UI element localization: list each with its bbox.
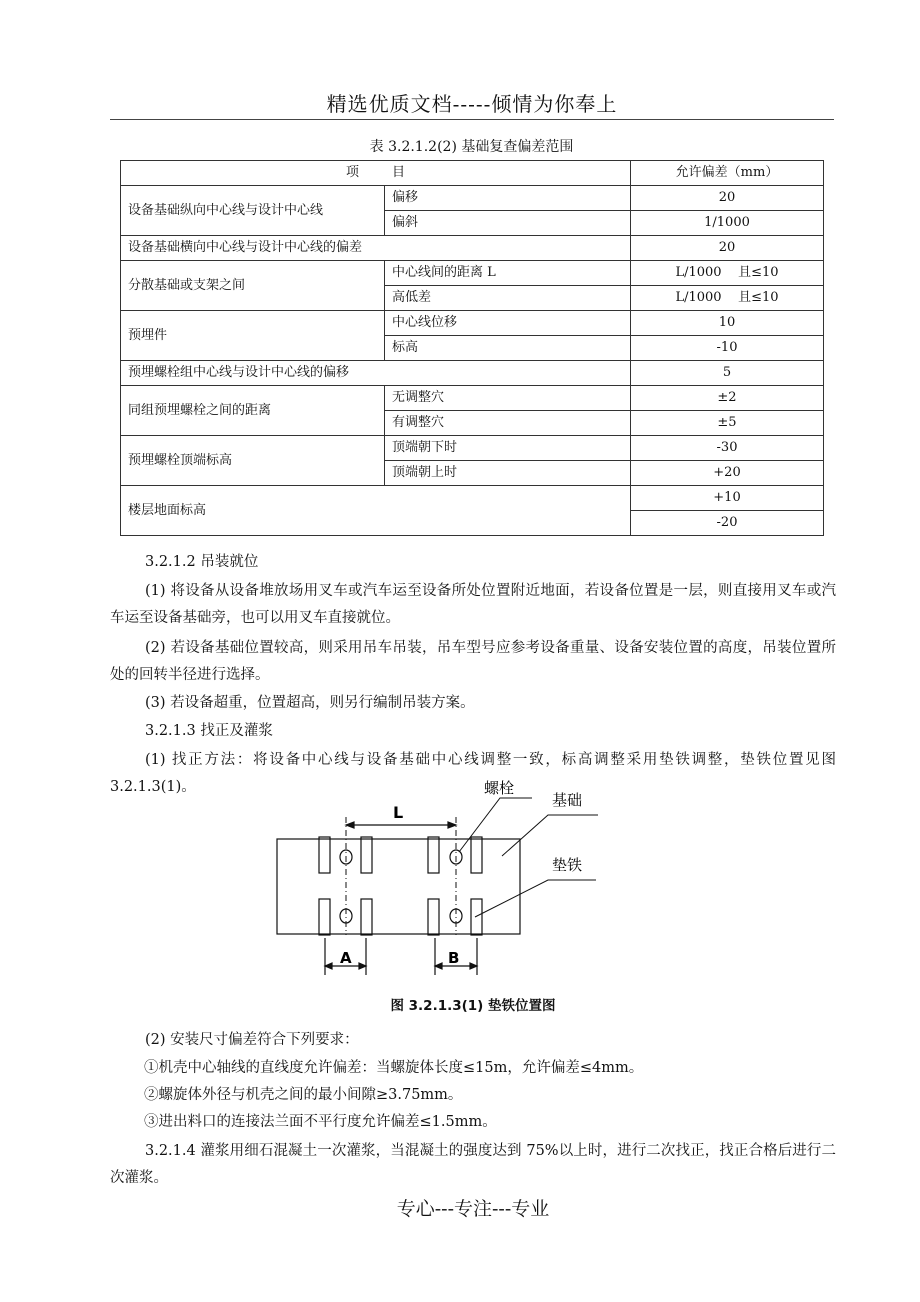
shim-block (428, 899, 439, 935)
shim-block (428, 837, 439, 873)
row-value: -30 (631, 436, 824, 461)
row-item: 楼层地面标高 (121, 486, 631, 536)
row-item: 设备基础纵向中心线与设计中心线 (121, 186, 385, 236)
requirement-item: ③进出料口的连接法兰面不平行度允许偏差≤1.5mm。 (144, 1114, 497, 1130)
row-value: -10 (631, 336, 824, 361)
section-heading-lift: 3.2.1.2 吊装就位 (145, 554, 259, 570)
requirements-intro: (2) 安装尺寸偏差符合下列要求： (145, 1032, 359, 1048)
shim-block (319, 899, 330, 935)
shim-block (361, 899, 372, 935)
lift-paragraph-2: (2) 若设备基础位置较高，则采用吊车吊装，吊车型号应参考设备重量、设备安装位置的高度，吊装位置所处的回转半径进行选择。 (110, 640, 836, 683)
arrowhead (359, 963, 366, 969)
table-row (121, 186, 824, 211)
row-item: 同组预埋螺栓之间的距离 (121, 386, 385, 436)
row-value: 20 (631, 186, 824, 211)
row-subitem: 中心线间的距离 L (385, 261, 631, 286)
table-row (121, 386, 824, 411)
align-paragraph-1: (1) 找正方法：将设备中心线与设备基础中心线调整一致，标高调整采用垫铁调整，垫铁位置见图3.2.1.3(1)。 (110, 752, 836, 795)
figure-caption: 图 3.2.1.3(1) 垫铁位置图 (390, 998, 556, 1014)
row-subitem: 偏移 (385, 186, 631, 211)
shim-block (319, 837, 330, 873)
row-value: 1/1000 (631, 211, 824, 236)
row-subitem: 中心线位移 (385, 311, 631, 336)
leader-shim (475, 880, 596, 917)
label-bolt: 螺栓 (484, 779, 515, 797)
label-b: B (448, 949, 460, 967)
row-subitem: 顶端朝上时 (385, 461, 631, 486)
page-footer: 专心---专注---专业 (396, 1198, 550, 1220)
row-item: 预埋件 (121, 311, 385, 361)
arrowhead (346, 822, 354, 828)
row-subitem: 偏斜 (385, 211, 631, 236)
grouting-paragraph: 3.2.1.4 灌浆用细石混凝土一次灌浆，当混凝土的强度达到 75%以上时，进行二次找正，找正合格后进行二次灌浆。 (110, 1143, 836, 1186)
header-item: 项 目 (121, 161, 631, 186)
lift-paragraph-3: (3) 若设备超重，位置超高，则另行编制吊装方案。 (145, 695, 475, 711)
row-subitem: 有调整穴 (385, 411, 631, 436)
row-value: -20 (631, 511, 824, 536)
row-subitem: 顶端朝下时 (385, 436, 631, 461)
header-tolerance: 允许偏差（mm） (631, 161, 824, 186)
row-value: 5 (631, 361, 824, 386)
leader-foundation (502, 815, 598, 856)
table-row (121, 486, 824, 511)
table-row (121, 261, 824, 286)
row-value: +10 (631, 486, 824, 511)
shim-block (361, 837, 372, 873)
row-item: 预埋螺栓顶端标高 (121, 436, 385, 486)
row-value: 10 (631, 311, 824, 336)
section-heading-align: 3.2.1.3 找正及灌浆 (145, 723, 273, 739)
table-caption: 表 3.2.1.2(2) 基础复查偏差范围 (369, 139, 574, 155)
row-value: 20 (631, 236, 824, 261)
label-shim: 垫铁 (552, 856, 583, 874)
requirement-item: ①机壳中心轴线的直线度允许偏差：当螺旋体长度≤15m，允许偏差≤4mm。 (144, 1060, 644, 1076)
table-row (121, 236, 824, 261)
label-a: A (340, 949, 352, 967)
leader-bolt (459, 798, 532, 852)
row-value: L/1000 且≤10 (631, 286, 824, 311)
page-header: 精选优质文档-----倾情为你奉上 (326, 92, 618, 116)
label-foundation: 基础 (552, 791, 583, 809)
row-value: L/1000 且≤10 (631, 261, 824, 286)
label-l: L (393, 803, 404, 822)
table-row (121, 311, 824, 336)
row-item: 分散基础或支架之间 (121, 261, 385, 311)
row-value: ±5 (631, 411, 824, 436)
shim-block (471, 837, 482, 873)
foundation-outline (277, 839, 520, 934)
arrowhead (435, 963, 442, 969)
lift-paragraph-1: (1) 将设备从设备堆放场用叉车或汽车运至设备所处位置附近地面，若设备位置是一层，则直接用叉车或汽车运至设备基础旁，也可以用叉车直接就位。 (110, 583, 836, 626)
table-row (121, 436, 824, 461)
table-header-row (121, 161, 824, 186)
shim-position-figure (270, 775, 600, 985)
tolerance-table (120, 160, 824, 536)
row-item: 设备基础横向中心线与设计中心线的偏差 (121, 236, 631, 261)
row-subitem: 无调整穴 (385, 386, 631, 411)
arrowhead (470, 963, 477, 969)
requirement-item: ②螺旋体外径与机壳之间的最小间隙≥3.75mm。 (144, 1087, 463, 1103)
arrowhead (325, 963, 332, 969)
row-subitem: 标高 (385, 336, 631, 361)
header-divider (110, 119, 834, 120)
row-value: +20 (631, 461, 824, 486)
arrowhead (448, 822, 456, 828)
shim-block (471, 899, 482, 935)
row-subitem: 高低差 (385, 286, 631, 311)
row-item: 预埋螺栓组中心线与设计中心线的偏移 (121, 361, 631, 386)
row-value: ±2 (631, 386, 824, 411)
table-row (121, 361, 824, 386)
